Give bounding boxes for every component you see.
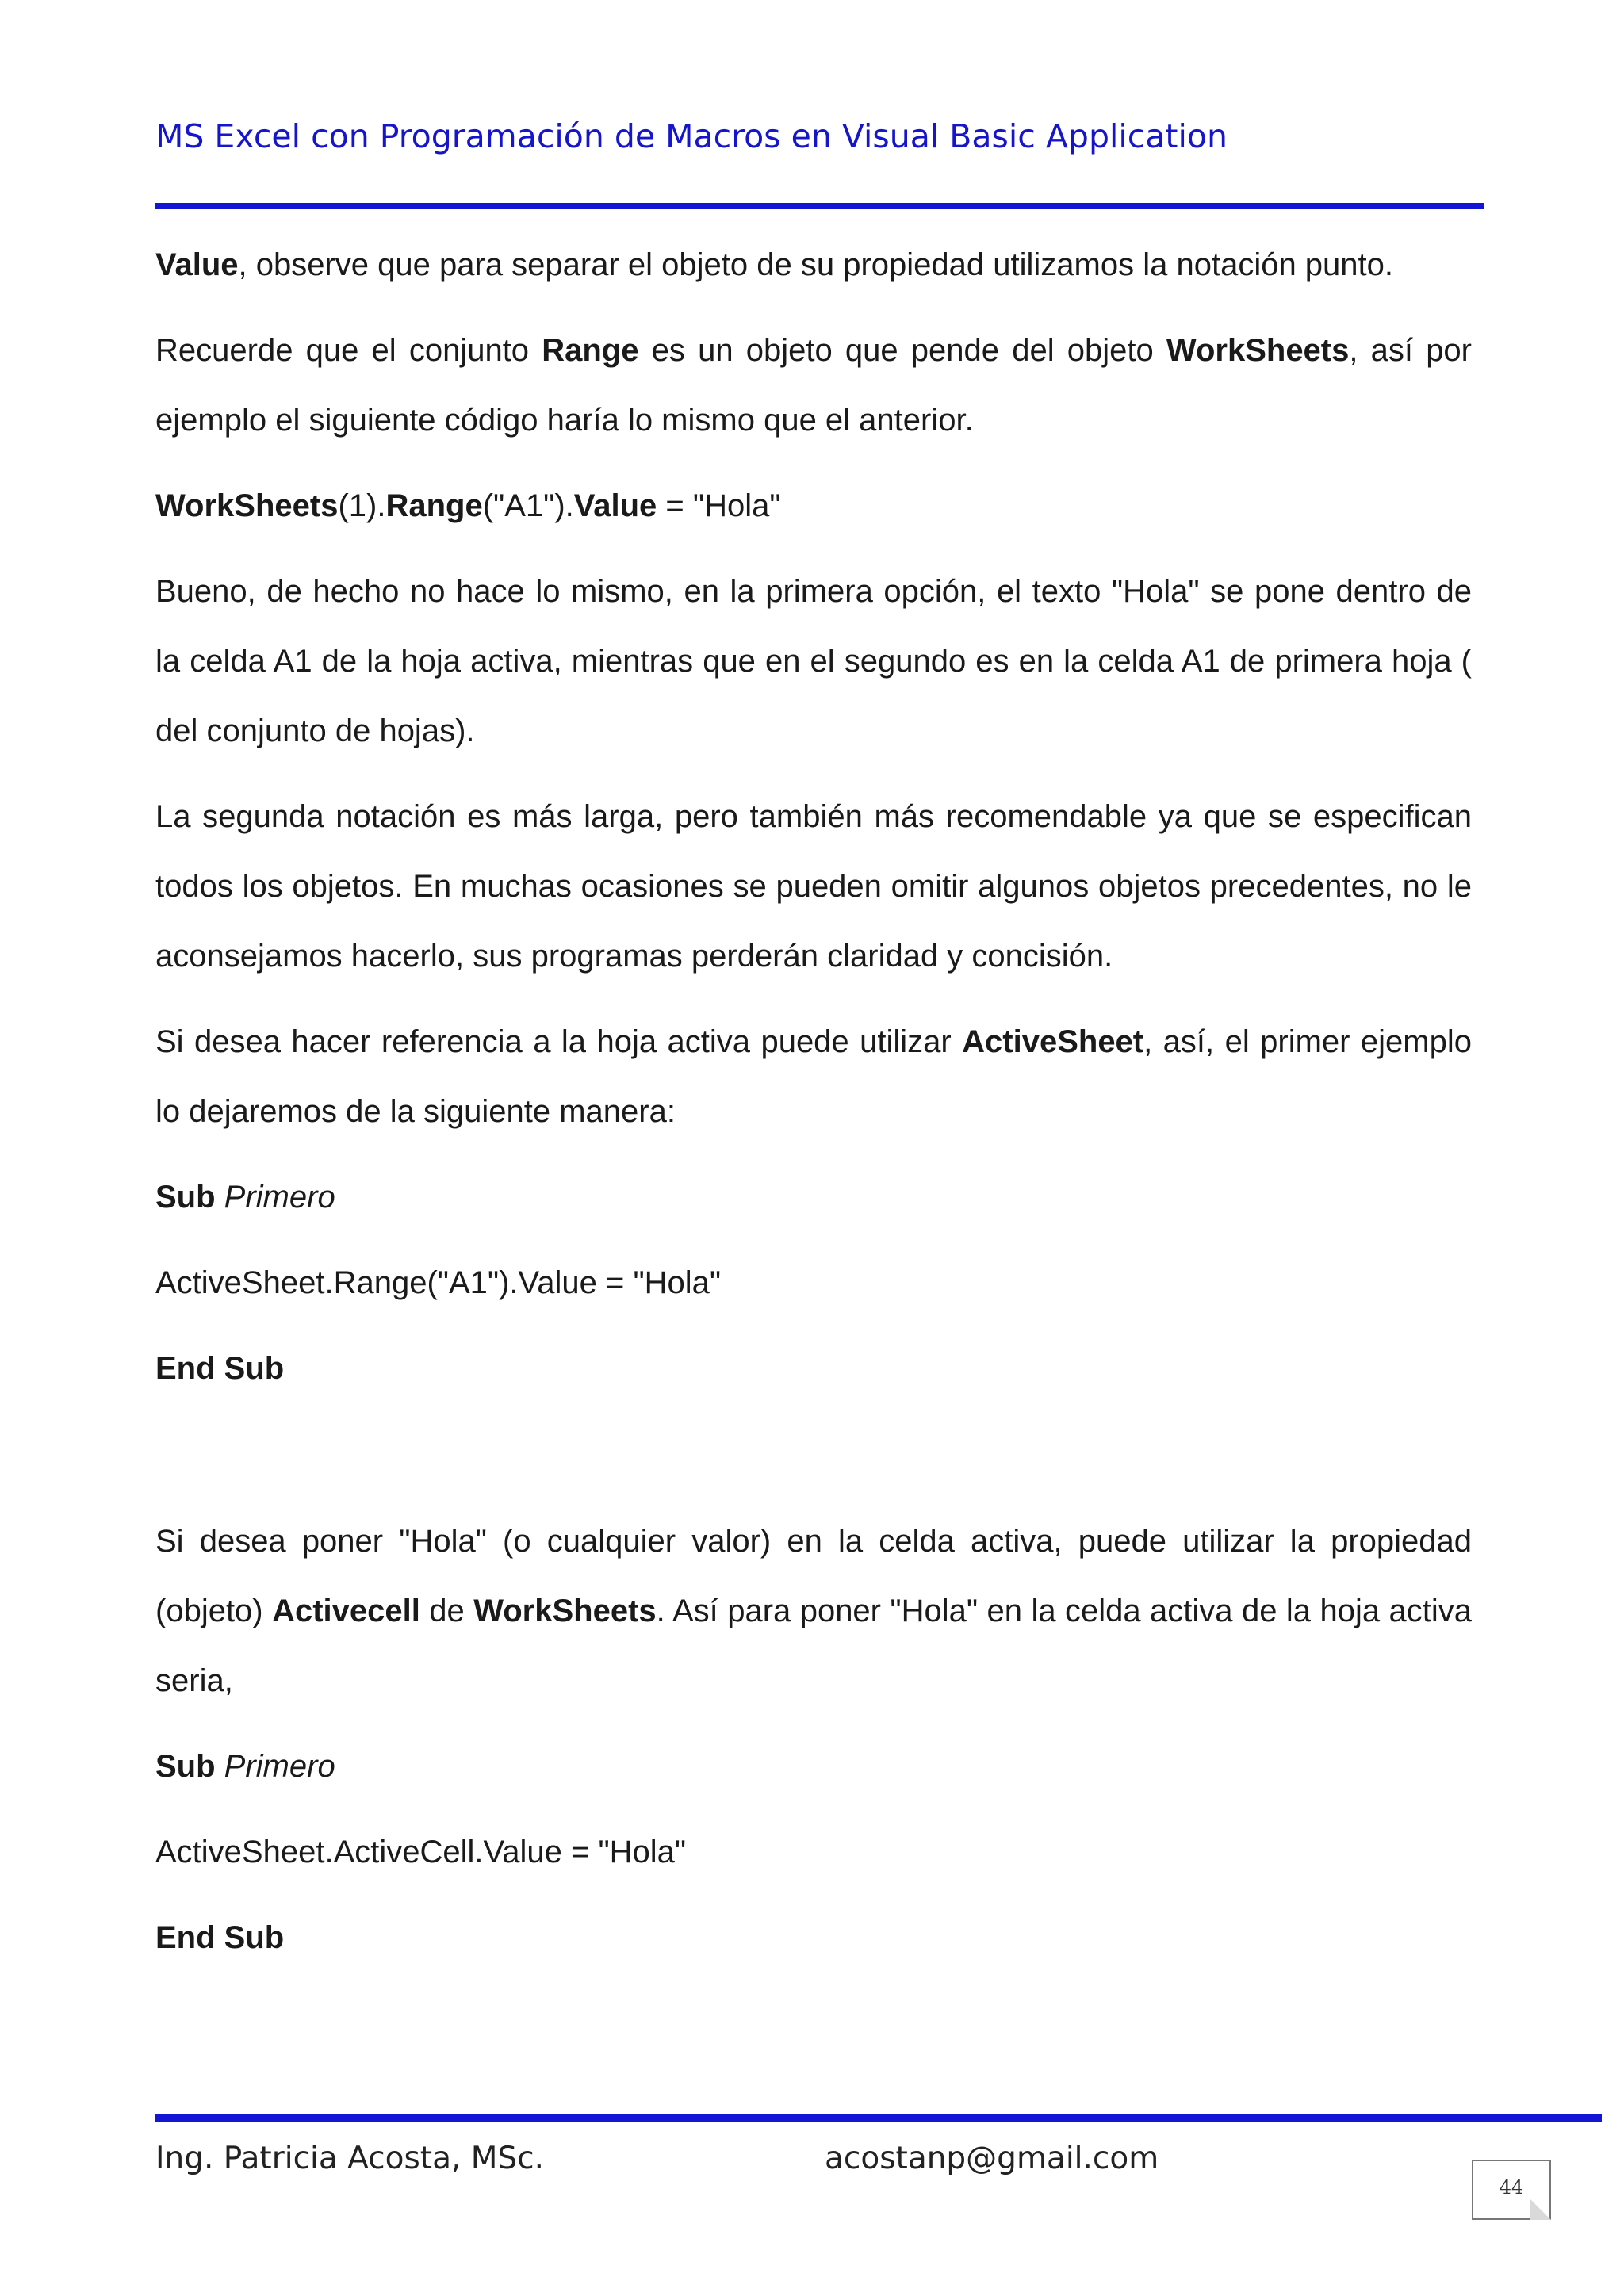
paragraph-value-notation xyxy=(155,230,1472,300)
bold-term: ActiveSheet xyxy=(962,1024,1144,1059)
sub-name: Primero xyxy=(224,1749,335,1784)
text-run: Recuerde que el conjunto xyxy=(155,333,542,368)
paragraph-notation: La segunda notación es más larga, pero también más recomendable ya que se especifican todos los objetos. En muchas ocasiones se pueden omitir algunos objetos precedentes, no le aconsejamos hacerlo, sus programas perderán claridad y concisión. xyxy=(155,799,1472,974)
paragraph-activecell xyxy=(155,1506,1472,1716)
text-run: ("A1"). xyxy=(482,488,574,523)
text-run: Si desea hacer referencia a la hoja activa puede utilizar xyxy=(155,1024,963,1059)
keyword-sub: Sub xyxy=(155,1749,216,1784)
text-run: Si desea poner "Hola" (o cualquier valor) en la celda activa, puede utilizar la propiedad (objeto) xyxy=(155,1524,1472,1628)
bold-term: WorkSheets xyxy=(1166,333,1350,368)
code-end-sub xyxy=(155,1334,1472,1403)
code-example-worksheets xyxy=(155,471,1472,541)
text-run: = "Hola" xyxy=(657,488,781,523)
text-run: , así por ejemplo el siguiente código haría lo mismo que el anterior. xyxy=(155,333,1473,438)
blank-space xyxy=(155,1419,1472,1506)
footer-divider xyxy=(155,2114,1602,2122)
text-run: . Así para poner "Hola" en la celda activa de la hoja activa seria, xyxy=(155,1594,1473,1698)
keyword-end-sub: End Sub xyxy=(155,1351,285,1386)
bold-term: Range xyxy=(385,488,483,523)
text-run: , así, el primer ejemplo lo dejaremos de la siguiente manera: xyxy=(155,1024,1472,1129)
page-number: 44 xyxy=(1499,2176,1524,2198)
text-run: es un objeto que pende del objeto xyxy=(638,333,1166,368)
paragraph-difference: Bueno, de hecho no hace lo mismo, en la primera opción, el texto "Hola" se pone dentro de la celda A1 de la hoja activa, mientras que en el segundo es en la celda A1 de primera hoja ( del conjunto de hojas). xyxy=(155,574,1472,748)
running-header-title: MS Excel con Programación de Macros en Visual Basic Application xyxy=(155,117,1228,155)
bold-term: Value xyxy=(155,247,239,282)
bold-term: WorkSheets xyxy=(155,488,339,523)
footer-author: Ing. Patricia Acosta, MSc. xyxy=(155,2141,545,2176)
bold-term: Range xyxy=(542,333,639,368)
text-run: de xyxy=(419,1594,474,1628)
text-run: , observe que para separar el objeto de su propiedad utilizamos la notación punto. xyxy=(238,247,1394,282)
page-content xyxy=(155,230,1472,1988)
bold-term: Value xyxy=(573,488,657,523)
sub-name: Primero xyxy=(224,1180,335,1215)
code-sub-declaration xyxy=(155,1162,1472,1232)
paragraph-activesheet xyxy=(155,1007,1472,1146)
bold-term: WorkSheets xyxy=(473,1594,657,1628)
header-divider xyxy=(155,203,1484,209)
keyword-end-sub: End Sub xyxy=(155,1920,285,1955)
text-run: (1). xyxy=(338,488,386,523)
code-end-sub xyxy=(155,1903,1472,1973)
paragraph-range-object xyxy=(155,316,1472,455)
keyword-sub: Sub xyxy=(155,1180,216,1215)
footer-email: acostanp@gmail.com xyxy=(825,2141,1159,2176)
code-sub-declaration xyxy=(155,1732,1472,1801)
page-number-box xyxy=(1472,2160,1551,2220)
code-statement: ActiveSheet.Range("A1").Value = "Hola" xyxy=(155,1265,722,1300)
page-curl-icon xyxy=(1530,2199,1551,2220)
bold-term: Activecell xyxy=(272,1594,420,1628)
code-statement: ActiveSheet.ActiveCell.Value = "Hola" xyxy=(155,1835,687,1869)
